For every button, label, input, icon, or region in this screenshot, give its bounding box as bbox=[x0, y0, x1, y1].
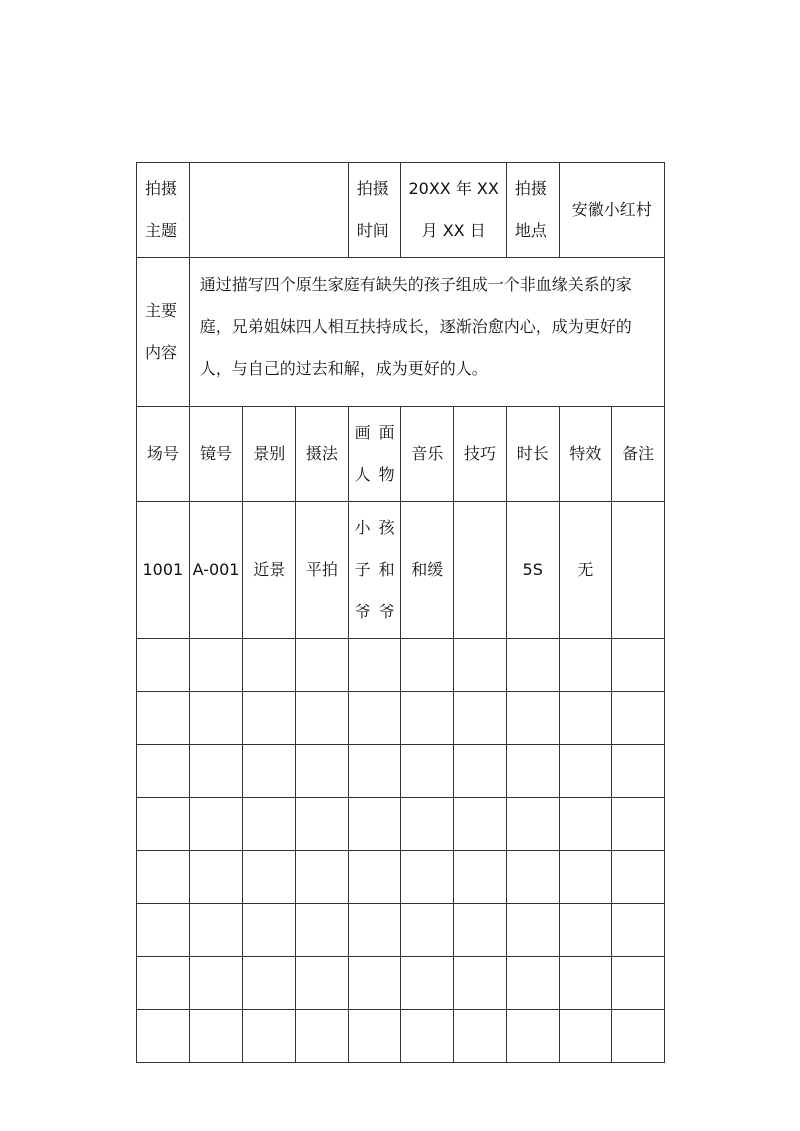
col-music-header: 音乐 bbox=[401, 407, 454, 502]
empty-cell[interactable] bbox=[296, 957, 349, 1010]
empty-cell[interactable] bbox=[559, 904, 612, 957]
empty-table-row bbox=[137, 692, 665, 745]
empty-cell[interactable] bbox=[189, 957, 243, 1010]
empty-cell[interactable] bbox=[189, 692, 243, 745]
empty-cell[interactable] bbox=[243, 904, 296, 957]
empty-cell[interactable] bbox=[137, 692, 190, 745]
empty-cell[interactable] bbox=[612, 957, 665, 1010]
table-row bbox=[137, 502, 665, 639]
cell-subject[interactable]: 小孩子和爷爷 bbox=[348, 502, 401, 639]
theme-label: 拍摄 主题 bbox=[137, 163, 190, 258]
empty-cell[interactable] bbox=[506, 692, 559, 745]
empty-cell[interactable] bbox=[454, 1010, 507, 1063]
empty-cell[interactable] bbox=[296, 745, 349, 798]
empty-cell[interactable] bbox=[559, 745, 612, 798]
empty-cell[interactable] bbox=[243, 798, 296, 851]
empty-cell[interactable] bbox=[506, 745, 559, 798]
empty-cell[interactable] bbox=[401, 798, 454, 851]
empty-cell[interactable] bbox=[189, 851, 243, 904]
empty-cell[interactable] bbox=[401, 745, 454, 798]
empty-cell[interactable] bbox=[348, 904, 401, 957]
empty-cell[interactable] bbox=[506, 798, 559, 851]
empty-cell[interactable] bbox=[189, 904, 243, 957]
empty-table-row bbox=[137, 957, 665, 1010]
empty-cell[interactable] bbox=[189, 798, 243, 851]
empty-cell[interactable] bbox=[348, 957, 401, 1010]
empty-cell[interactable] bbox=[559, 639, 612, 692]
empty-cell[interactable] bbox=[348, 745, 401, 798]
empty-cell[interactable] bbox=[401, 639, 454, 692]
cell-scene[interactable]: 1001 bbox=[137, 502, 190, 639]
col-duration-header: 时长 bbox=[506, 407, 559, 502]
cell-technique[interactable] bbox=[454, 502, 507, 639]
empty-table-row bbox=[137, 904, 665, 957]
time-value[interactable]: 20XX 年 XX 月 XX 日 bbox=[401, 163, 506, 258]
summary-row bbox=[137, 258, 665, 407]
empty-cell[interactable] bbox=[559, 1010, 612, 1063]
col-scene-header: 场号 bbox=[137, 407, 190, 502]
cell-method[interactable]: 平拍 bbox=[296, 502, 349, 639]
empty-cell[interactable] bbox=[296, 904, 349, 957]
empty-cell[interactable] bbox=[137, 904, 190, 957]
empty-cell[interactable] bbox=[454, 851, 507, 904]
empty-cell[interactable] bbox=[454, 692, 507, 745]
col-method-header: 摄法 bbox=[296, 407, 349, 502]
empty-cell[interactable] bbox=[296, 1010, 349, 1063]
empty-cell[interactable] bbox=[454, 745, 507, 798]
empty-table-row bbox=[137, 851, 665, 904]
empty-cell[interactable] bbox=[454, 639, 507, 692]
empty-cell[interactable] bbox=[454, 957, 507, 1010]
empty-cell[interactable] bbox=[506, 904, 559, 957]
cell-effects[interactable]: 无 bbox=[559, 502, 612, 639]
empty-cell[interactable] bbox=[189, 639, 243, 692]
empty-cell[interactable] bbox=[137, 957, 190, 1010]
empty-cell[interactable] bbox=[243, 957, 296, 1010]
empty-cell[interactable] bbox=[506, 1010, 559, 1063]
empty-table-row bbox=[137, 745, 665, 798]
col-shot-header: 镜号 bbox=[189, 407, 243, 502]
empty-cell[interactable] bbox=[612, 798, 665, 851]
empty-cell[interactable] bbox=[348, 692, 401, 745]
cell-music[interactable]: 和缓 bbox=[401, 502, 454, 639]
empty-cell[interactable] bbox=[189, 745, 243, 798]
theme-value[interactable] bbox=[189, 163, 348, 258]
column-header-row bbox=[137, 407, 665, 502]
cell-notes[interactable] bbox=[612, 502, 665, 639]
empty-cell[interactable] bbox=[296, 798, 349, 851]
empty-cell[interactable] bbox=[559, 851, 612, 904]
empty-cell[interactable] bbox=[243, 1010, 296, 1063]
empty-cell[interactable] bbox=[559, 798, 612, 851]
empty-cell[interactable] bbox=[296, 851, 349, 904]
col-size-header: 景别 bbox=[243, 407, 296, 502]
cell-duration[interactable]: 5S bbox=[506, 502, 559, 639]
empty-cell[interactable] bbox=[243, 639, 296, 692]
empty-cell[interactable] bbox=[612, 692, 665, 745]
location-label: 拍摄 地点 bbox=[506, 163, 559, 258]
empty-cell[interactable] bbox=[506, 957, 559, 1010]
header-row bbox=[137, 163, 665, 258]
col-subject-header: 画面人物 bbox=[348, 407, 401, 502]
col-effects-header: 特效 bbox=[559, 407, 612, 502]
col-notes-header: 备注 bbox=[612, 407, 665, 502]
empty-cell[interactable] bbox=[137, 745, 190, 798]
cell-size[interactable]: 近景 bbox=[243, 502, 296, 639]
empty-cell[interactable] bbox=[506, 639, 559, 692]
empty-cell[interactable] bbox=[559, 692, 612, 745]
empty-cell[interactable] bbox=[401, 851, 454, 904]
empty-table-row bbox=[137, 798, 665, 851]
empty-cell[interactable] bbox=[401, 904, 454, 957]
empty-cell[interactable] bbox=[401, 692, 454, 745]
empty-cell[interactable] bbox=[137, 851, 190, 904]
empty-cell[interactable] bbox=[137, 639, 190, 692]
empty-cell[interactable] bbox=[612, 904, 665, 957]
empty-cell[interactable] bbox=[348, 798, 401, 851]
location-value[interactable]: 安徽小红村 bbox=[559, 163, 664, 258]
empty-cell[interactable] bbox=[454, 798, 507, 851]
empty-cell[interactable] bbox=[612, 745, 665, 798]
empty-cell[interactable] bbox=[612, 639, 665, 692]
empty-cell[interactable] bbox=[243, 692, 296, 745]
empty-cell[interactable] bbox=[296, 639, 349, 692]
empty-cell[interactable] bbox=[348, 1010, 401, 1063]
empty-cell[interactable] bbox=[137, 798, 190, 851]
col-technique-header: 技巧 bbox=[454, 407, 507, 502]
empty-cell[interactable] bbox=[137, 1010, 190, 1063]
empty-cell[interactable] bbox=[348, 639, 401, 692]
empty-cell[interactable] bbox=[506, 851, 559, 904]
empty-cell[interactable] bbox=[612, 851, 665, 904]
empty-cell[interactable] bbox=[189, 1010, 243, 1063]
empty-cell[interactable] bbox=[348, 851, 401, 904]
summary-label: 主要 内容 bbox=[137, 258, 190, 407]
empty-table-row bbox=[137, 1010, 665, 1063]
empty-cell[interactable] bbox=[559, 957, 612, 1010]
empty-cell[interactable] bbox=[243, 851, 296, 904]
shot-list-table bbox=[136, 162, 665, 1063]
empty-cell[interactable] bbox=[243, 745, 296, 798]
empty-cell[interactable] bbox=[296, 692, 349, 745]
empty-cell[interactable] bbox=[401, 1010, 454, 1063]
empty-cell[interactable] bbox=[401, 957, 454, 1010]
empty-table-row bbox=[137, 639, 665, 692]
time-label: 拍摄 时间 bbox=[348, 163, 401, 258]
cell-shot[interactable]: A-001 bbox=[189, 502, 243, 639]
empty-rows bbox=[137, 639, 665, 1063]
empty-cell[interactable] bbox=[612, 1010, 665, 1063]
summary-text[interactable]: 通过描写四个原生家庭有缺失的孩子组成一个非血缘关系的家庭，兄弟姐妹四人相互扶持成长，逐渐治愈内心，成为更好的人，与自己的过去和解，成为更好的人。 bbox=[189, 258, 664, 407]
empty-cell[interactable] bbox=[454, 904, 507, 957]
